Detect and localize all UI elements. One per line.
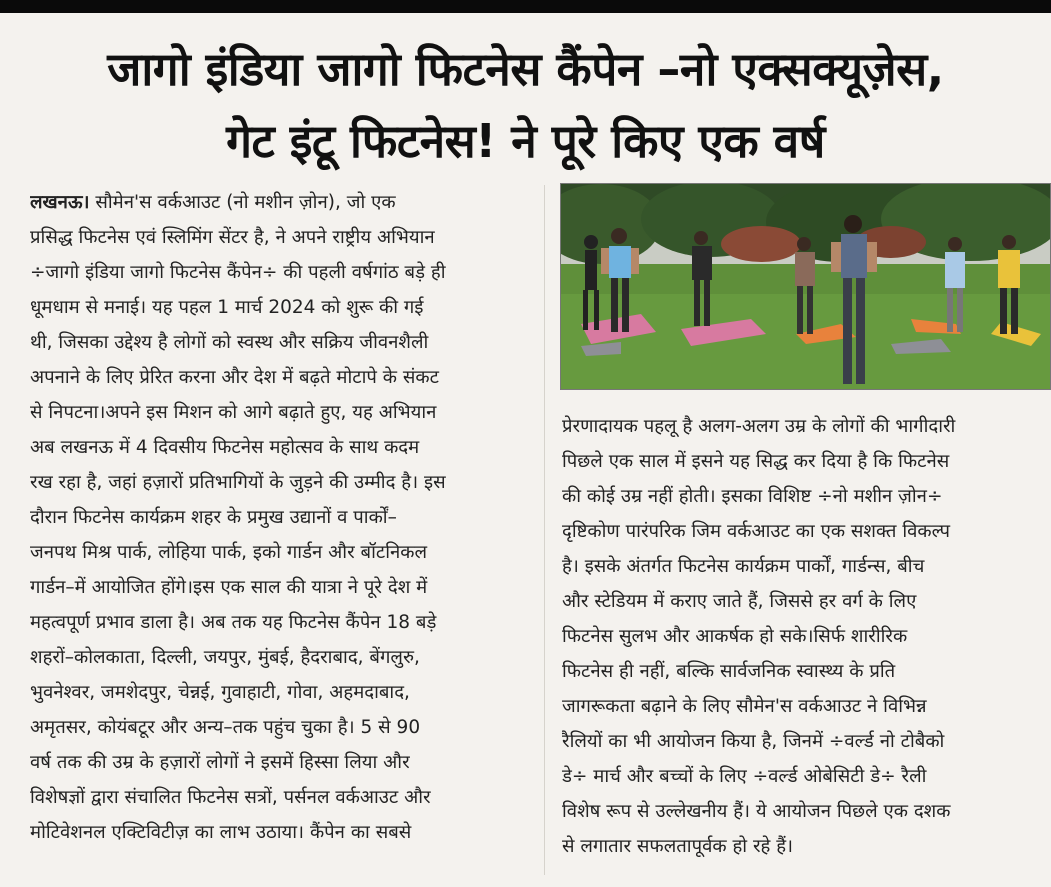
body-line: ÷जागो इंडिया जागो फिटनेस कैंपेन÷ की पहली वर्षगांठ बड़े ही: [30, 262, 446, 283]
body-line: प्रेरणादायक पहलू है अलग-अलग उम्र के लोगों की भागीदारी: [562, 416, 956, 437]
body-line: पिछले एक साल में इसने यह सिद्ध कर दिया है कि फिटनेस: [562, 451, 950, 472]
body-line: दौरान फिटनेस कार्यक्रम शहर के प्रमुख उद्यानों व पार्कों–: [30, 507, 397, 528]
body-line: से लगातार सफलतापूर्वक हो रहे हैं।: [562, 836, 794, 857]
top-black-bar: [0, 0, 1051, 13]
body-line: अमृतसर, कोयंबटूर और अन्य–तक पहुंच चुका है। 5 से 90: [30, 717, 421, 738]
body-line: थी, जिसका उद्देश्य है लोगों को स्वस्थ और सक्रिय जीवनशैली: [30, 332, 429, 353]
dateline: लखनऊ।: [30, 192, 90, 213]
headline-line-2: गेट इंटू फिटनेस! ने पूरे किए एक वर्ष: [226, 114, 825, 168]
body-line: भुवनेश्वर, जमशेदपुर, चेन्नई, गुवाहाटी, गोवा, अहमदाबाद,: [30, 682, 410, 703]
body-line: विशेष रूप से उल्लेखनीय हैं। ये आयोजन पिछले एक दशक: [562, 801, 951, 822]
body-line: से निपटना।अपने इस मिशन को आगे बढ़ाते हुए, यह अभियान: [30, 402, 437, 423]
article-photo: [560, 183, 1051, 390]
body-line: महत्वपूर्ण प्रभाव डाला है। अब तक यह फिटनेस कैंपेन 18 बड़े: [30, 612, 437, 633]
body-line: दृष्टिकोण पारंपरिक जिम वर्कआउट का एक सशक्त विकल्प: [562, 521, 951, 542]
body-line: की कोई उम्र नहीं होती। इसका विशिष्ट ÷नो मशीन ज़ोन÷: [562, 486, 943, 507]
headline-line-1: जागो इंडिया जागो फिटनेस कैंपेन –नो एक्सक्यूज़ेस,: [107, 42, 944, 96]
body-line: लखनऊ। सौमेन'स वर्कआउट (नो मशीन ज़ोन), जो एक: [30, 192, 396, 213]
body-line: प्रसिद्ध फिटनेस एवं स्लिमिंग सेंटर है, ने अपने राष्ट्रीय अभियान: [30, 227, 435, 248]
photo-illustration: [561, 184, 1051, 390]
body-line: शहरों–कोलकाता, दिल्ली, जयपुर, मुंबई, हैदराबाद, बेंगलुरु,: [30, 647, 420, 668]
body-line: अपनाने के लिए प्रेरित करना और देश में बढ़ते मोटापे के संकट: [30, 367, 439, 388]
body-line: रैलियों का भी आयोजन किया है, जिनमें ÷वर्ल्ड नो टोबैको: [562, 731, 945, 752]
body-line: गार्डन–में आयोजित होंगे।इस एक साल की यात्रा ने पूरे देश में: [30, 577, 428, 598]
body-line: जागरूकता बढ़ाने के लिए सौमेन'स वर्कआउट ने विभिन्न: [562, 696, 927, 717]
body-line: अब लखनऊ में 4 दिवसीय फिटनेस महोत्सव के साथ कदम: [30, 437, 420, 458]
body-line: फिटनेस ही नहीं, बल्कि सार्वजनिक स्वास्थ्य के प्रति: [562, 661, 896, 682]
column-divider: [544, 185, 545, 875]
body-line: वर्ष तक की उम्र के हज़ारों लोगों ने इसमें हिस्सा लिया और: [30, 752, 410, 773]
body-line: विशेषज्ञों द्वारा संचालित फिटनेस सत्रों, पर्सनल वर्कआउट और: [30, 787, 431, 808]
body-line: धूमधाम से मनाई। यह पहल 1 मार्च 2024 को शुरू की गई: [30, 297, 424, 318]
body-line: और स्टेडियम में कराए जाते हैं, जिससे हर वर्ग के लिए: [562, 591, 917, 612]
body-line: है। इसके अंतर्गत फिटनेस कार्यक्रम पार्कों, गार्डन्स, बीच: [562, 556, 925, 577]
body-line: रख रहा है, जहां हज़ारों प्रतिभागियों के जुड़ने की उम्मीद है। इस: [30, 472, 446, 493]
body-line: जनपथ मिश्र पार्क, लोहिया पार्क, इको गार्डन और बॉटनिकल: [30, 542, 428, 563]
body-line: मोटिवेशनल एक्टिविटीज़ का लाभ उठाया। कैंपेन का सबसे: [30, 822, 412, 843]
body-line: डे÷ मार्च और बच्चों के लिए ÷वर्ल्ड ओबेसिटी डे÷ रैली: [562, 766, 927, 787]
body-line: फिटनेस सुलभ और आकर्षक हो सके।सिर्फ शारीरिक: [562, 626, 908, 647]
